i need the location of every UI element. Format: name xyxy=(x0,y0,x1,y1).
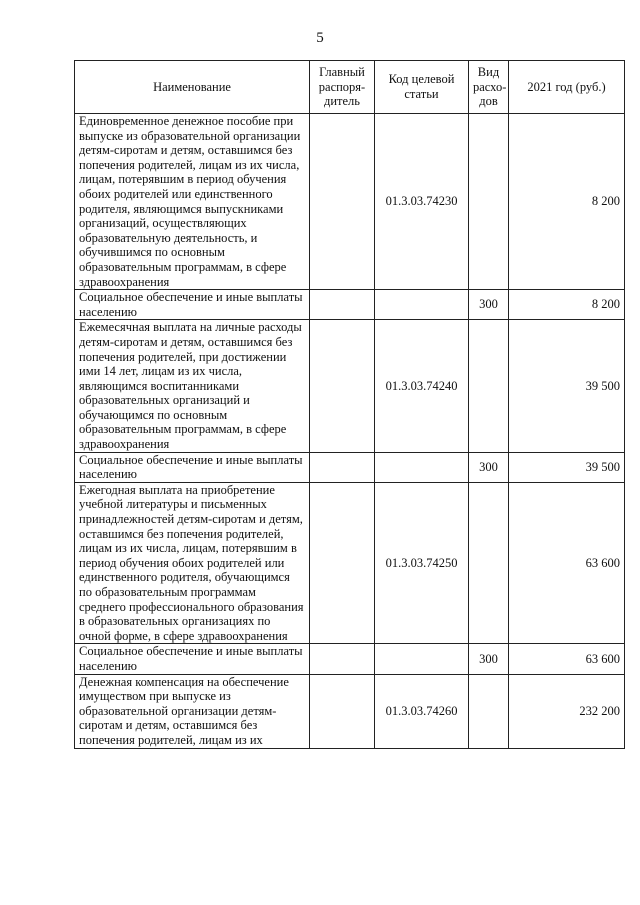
row-code xyxy=(375,290,469,320)
row-code: 01.3.03.74260 xyxy=(375,674,469,748)
table-body xyxy=(75,114,625,749)
budget-table xyxy=(74,60,625,749)
row-type xyxy=(469,674,509,748)
row-name: Социальное обеспечение и иные выплаты населению xyxy=(75,452,310,482)
table-row xyxy=(75,674,625,748)
table-header xyxy=(75,61,625,114)
row-amount: 63 600 xyxy=(509,482,625,644)
header-type: Вид расхо-дов xyxy=(469,61,509,114)
header-row xyxy=(75,61,625,114)
row-amount: 39 500 xyxy=(509,320,625,452)
row-admin xyxy=(310,114,375,290)
header-amount: 2021 год (руб.) xyxy=(509,61,625,114)
row-type: 300 xyxy=(469,644,509,674)
row-admin xyxy=(310,644,375,674)
table-row xyxy=(75,644,625,674)
row-type xyxy=(469,114,509,290)
row-admin xyxy=(310,452,375,482)
header-admin: Главный распоря-дитель xyxy=(310,61,375,114)
table-row xyxy=(75,452,625,482)
row-type xyxy=(469,320,509,452)
table-row xyxy=(75,290,625,320)
row-admin xyxy=(310,290,375,320)
row-amount: 8 200 xyxy=(509,114,625,290)
row-type: 300 xyxy=(469,290,509,320)
row-name: Социальное обеспечение и иные выплаты населению xyxy=(75,290,310,320)
row-name: Социальное обеспечение и иные выплаты населению xyxy=(75,644,310,674)
row-admin xyxy=(310,320,375,452)
page-number: 5 xyxy=(316,30,324,46)
row-admin xyxy=(310,674,375,748)
row-amount: 39 500 xyxy=(509,452,625,482)
row-type xyxy=(469,482,509,644)
table-row xyxy=(75,114,625,290)
row-code: 01.3.03.74240 xyxy=(375,320,469,452)
row-amount: 63 600 xyxy=(509,644,625,674)
row-amount: 8 200 xyxy=(509,290,625,320)
row-name: Денежная компенсация на обеспечение имуществом при выпуске из образовательной организации детям-сиротам и детям, оставшимся без попечения родителей, лицам из их xyxy=(75,674,310,748)
row-name: Ежегодная выплата на приобретение учебной литературы и письменных принадлежностей детям-сиротам и детям, оставшимся без попечения родителей, лицам из их числа, лицам, потерявшим в период обучения обоих родителей или единственного родителя, обучающимся по образовательным программам среднего профессионального образования в образовательных организациях по очной форме, в сфере здравоохранения xyxy=(75,482,310,644)
row-type: 300 xyxy=(469,452,509,482)
header-code: Код целевой статьи xyxy=(375,61,469,114)
header-name: Наименование xyxy=(75,61,310,114)
table-row xyxy=(75,482,625,644)
row-code xyxy=(375,644,469,674)
row-amount: 232 200 xyxy=(509,674,625,748)
row-code: 01.3.03.74250 xyxy=(375,482,469,644)
row-code xyxy=(375,452,469,482)
row-admin xyxy=(310,482,375,644)
row-name: Единовременное денежное пособие при выпуске из образовательной организации детям-сиротам и детям, оставшимся без попечения родителей, лицам из их числа, лицам, потерявшим в период обучения обоих родителей или единственного родителя, являющимся выпускниками организаций, осуществляющих образовательную деятельность, и обучившимся по основным образовательным программам, в сфере здравоохранения xyxy=(75,114,310,290)
row-name: Ежемесячная выплата на личные расходы детям-сиротам и детям, оставшимся без попечения родителей, при достижении ими 14 лет, лицам из их числа, являющимся воспитанниками образовательных организаций и обучающимся по основным образовательным программам, в сфере здравоохранения xyxy=(75,320,310,452)
table-row xyxy=(75,320,625,452)
row-code: 01.3.03.74230 xyxy=(375,114,469,290)
